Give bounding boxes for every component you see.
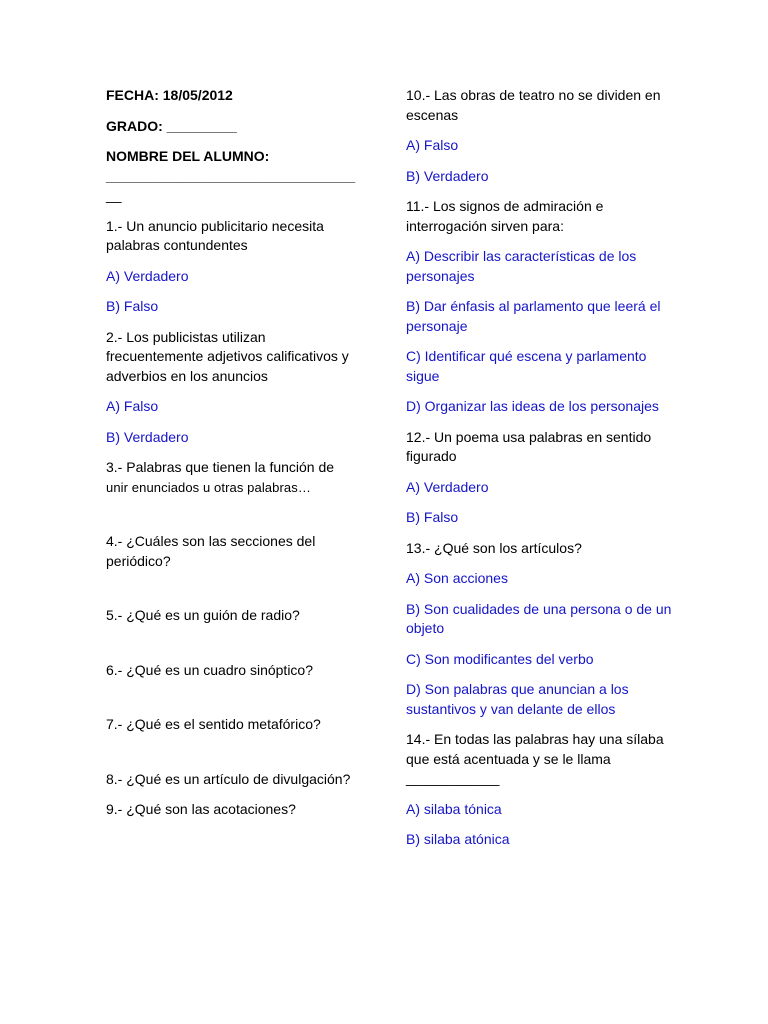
- question-13-option-d: D) Son palabras que anuncian a los sustantivos y van delante de ellos: [406, 681, 629, 717]
- student-name-line-cont: __: [106, 187, 122, 203]
- question-13-option-a: A) Son acciones: [406, 570, 508, 586]
- question-14: [406, 730, 676, 789]
- question-12-option-b: B) Falso: [406, 509, 459, 525]
- question-11: 11.- Los signos de admiración e interrogación sirven para:: [406, 198, 604, 234]
- question-6: 6.- ¿Qué es un cuadro sinóptico?: [106, 661, 314, 678]
- question-12: 12.- Un poema usa palabras en sentido figurado: [406, 428, 652, 464]
- student-name-text: NOMBRE DEL ALUMNO:: [106, 148, 270, 164]
- question-14-option-a: A) silaba tónica: [406, 800, 502, 817]
- question-11-option-a: A) Describir las características de los personajes: [406, 248, 637, 284]
- question-11-option-d: D) Organizar las ideas de los personajes: [406, 398, 659, 414]
- question-13: 13.- ¿Qué son los artículos?: [406, 539, 582, 556]
- question-4: 4.- ¿Cuáles son las secciones del periódico?: [106, 533, 316, 569]
- question-10-option-a: A) Falso: [406, 137, 459, 153]
- question-3-line2: unir enunciados u otras palabras…: [106, 479, 311, 495]
- student-name-line: ________________________________: [106, 167, 356, 184]
- question-1-option-a: A) Verdadero: [106, 267, 189, 284]
- question-14-option-b: B) silaba atónica: [406, 831, 510, 847]
- left-column: [106, 86, 358, 831]
- question-7: 7.- ¿Qué es el sentido metafórico?: [106, 716, 321, 732]
- question-1: 1.- Un anuncio publicitario necesita palabras contundentes: [106, 217, 324, 253]
- question-2-option-a: A) Falso: [106, 398, 159, 414]
- answer-space: [106, 508, 358, 532]
- date-field: FECHA: 18/05/2012: [106, 87, 233, 103]
- answer-space: [106, 582, 358, 606]
- question-11-option-b: B) Dar énfasis al parlamento que leerá el personaje: [406, 298, 661, 334]
- question-11-option-c: C) Identificar qué escena y parlamento sigue: [406, 348, 647, 384]
- question-9: 9.- ¿Qué son las acotaciones?: [106, 801, 296, 817]
- grade-field: GRADO: _________: [106, 117, 237, 134]
- question-2: 2.- Los publicistas utilizan frecuentemente adjetivos calificativos y adverbios en los anuncios: [106, 328, 349, 384]
- student-name-label: [106, 147, 358, 186]
- question-1-option-b: B) Falso: [106, 298, 159, 314]
- answer-space: [106, 746, 358, 770]
- answer-space: [106, 691, 358, 715]
- question-10: 10.- Las obras de teatro no se dividen en escenas: [406, 87, 661, 123]
- question-13-option-b: B) Son cualidades de una persona o de un objeto: [406, 600, 672, 636]
- question-12-option-a: A) Verdadero: [406, 478, 489, 495]
- question-14-text: 14.- En todas las palabras hay una sílaba que está acentuada y se le llama: [406, 731, 664, 767]
- question-14-blank: ____________: [406, 770, 500, 786]
- question-2-option-b: B) Verdadero: [106, 428, 189, 445]
- question-8: 8.- ¿Qué es un artículo de divulgación?: [106, 770, 351, 787]
- answer-space: [106, 637, 358, 661]
- question-3-line1: 3.- Palabras que tienen la función de: [106, 459, 335, 475]
- question-3: [106, 458, 358, 497]
- question-13-option-c: C) Son modificantes del verbo: [406, 650, 594, 667]
- question-5: 5.- ¿Qué es un guión de radio?: [106, 607, 300, 623]
- question-10-option-b: B) Verdadero: [406, 167, 489, 184]
- right-column: [406, 86, 676, 861]
